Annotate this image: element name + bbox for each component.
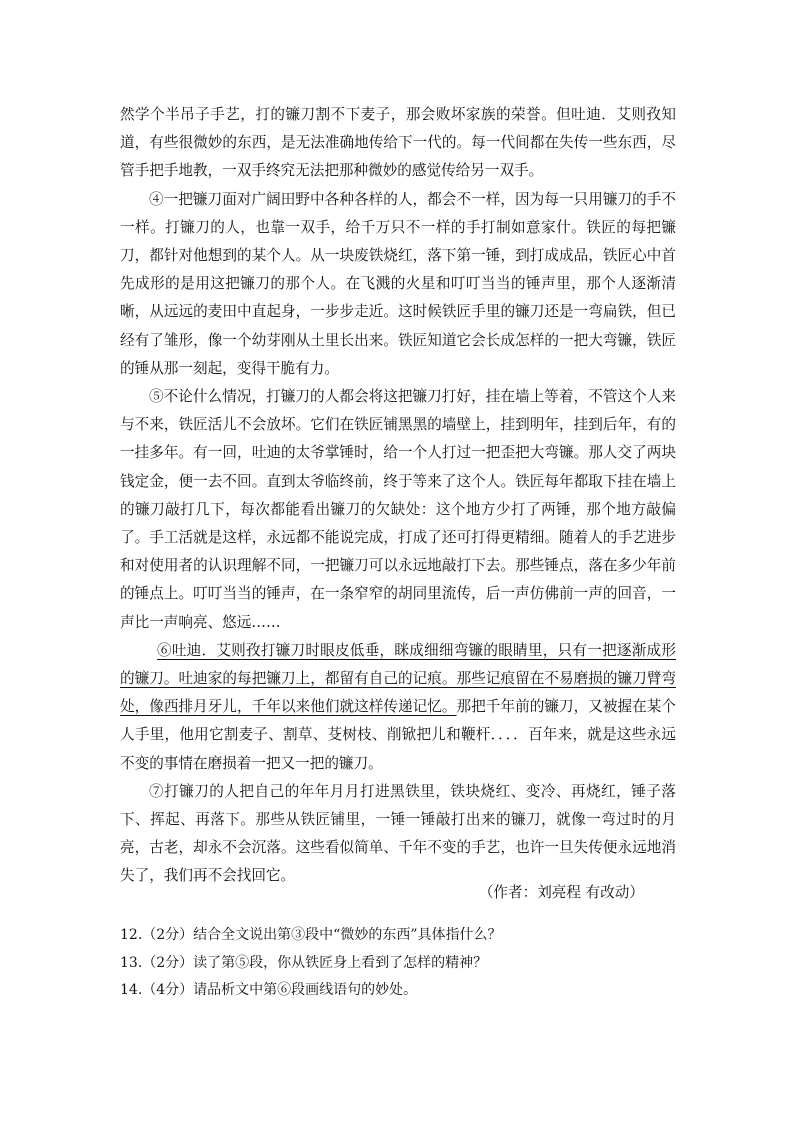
paragraph-4: ④一把镰刀面对广阔田野中各种各样的人，都会不一样，因为每一只用镰刀的手不一样。打镰刀的人，也靠一双手，给千万只不一样的手打制如意家什。铁匠的每把镰刀，都针对他想到的某个人。从一块废铁烧红，落下第一锤，到打成成品，铁匠心中首先成形的是用这把镰刀的那个人。在飞溅的火星和叮叮当当的锤声里，那个人逐渐清晰，从远远的麦田中直起身，一步步走近。这时候铁匠手里的镰刀还是一弯扁铁，但已经有了雏形，像一个幼芽刚从土里长出来。铁匠知道它会长成怎样的一把大弯镰，铁匠的锤从那一刻起，变得干脆有力。 <box>120 190 676 377</box>
paragraph-3-continuation: 然学个半吊子手艺，打的镰刀割不下麦子，那会败坏家族的荣誉。但吐迪．艾则孜知道，有些很微妙的东西，是无法准确地传给下一代的。每一代间都在失传一些东西，尽管手把手地教，一双手终究无法把那种微妙的感觉传给另一双手。 <box>120 106 676 180</box>
question-14: 14.（4分）请品析文中第⑥段画线语句的妙处。 <box>120 982 418 998</box>
paragraph-5: ⑤不论什么情况，打镰刀的人都会将这把镰刀打好，挂在墙上等着，不管这个人来与不来，铁匠活儿不会放坏。它们在铁匠铺黑黑的墙壁上，挂到明年，挂到后年，有的一挂多年。有一回，吐迪的太爷掌锤时，给一个人打过一把歪把大弯镰。那人交了两块钱定金，便一去不回。直到太爷临终前，终于等来了这个人。铁匠每年都取下挂在墙上的镰刀敲打几下，每次都能看出镰刀的欠缺处：这个地方少打了两锤，那个地方敲偏了。手工活就是这样，永远都不能说完成，打成了还可打得更精细。随着人的手艺进步和对使用者的认识理解不同，一把镰刀可以永远地敲打下去。那些锤点，落在多少年前的锤点上。叮叮当当的锤声，在一条窄窄的胡同里流传，后一声仿佛前一声的回音，一声比一声响亮、悠远…… <box>120 388 676 631</box>
essay-body <box>120 101 676 891</box>
author-byline: （作者：刘亮程 有改动） <box>478 884 644 901</box>
question-13: 13.（2分）读了第⑤段，你从铁匠身上看到了怎样的精神？ <box>120 954 488 971</box>
paragraph-6 <box>120 637 676 778</box>
question-list <box>120 922 680 1005</box>
question-12: 12.（2分）结合全文说出第③段中“微妙的东西”具体指什么？ <box>120 927 502 943</box>
paragraph-6-rest: 那把千年前的镰刀，又被握在某个人手里，他用它割麦子、割草、芟树枝、削锨把儿和鞭杆．．．．百年来，就是这些永远不变的事情在磨损着一把又一把的镰刀。 <box>120 698 676 772</box>
underlined-sentences: ⑥吐迪．艾则孜打镰刀时眼皮低垂，眯成细细弯镰的眼睛里，只有一把逐渐成形的镰刀。吐迪家的每把镰刀上，都留有自己的记痕。那些记痕留在不易磨损的镰刀臂弯处，像西排月牙儿，千年以来他们就这样传递记忆。 <box>120 641 676 716</box>
paragraph-7: ⑦打镰刀的人把自己的年年月月打进黑铁里，铁块烧红、变冷、再烧红，锤子落下、挥起、再落下。那些从铁匠铺里，一锤一锤敲打出来的镰刀，就像一弯过时的月亮，古老，却永不会沉落。这些看似简单、千年不变的手艺，也许一旦失传便永远地消失了，我们再不会找回它。 <box>120 782 676 885</box>
